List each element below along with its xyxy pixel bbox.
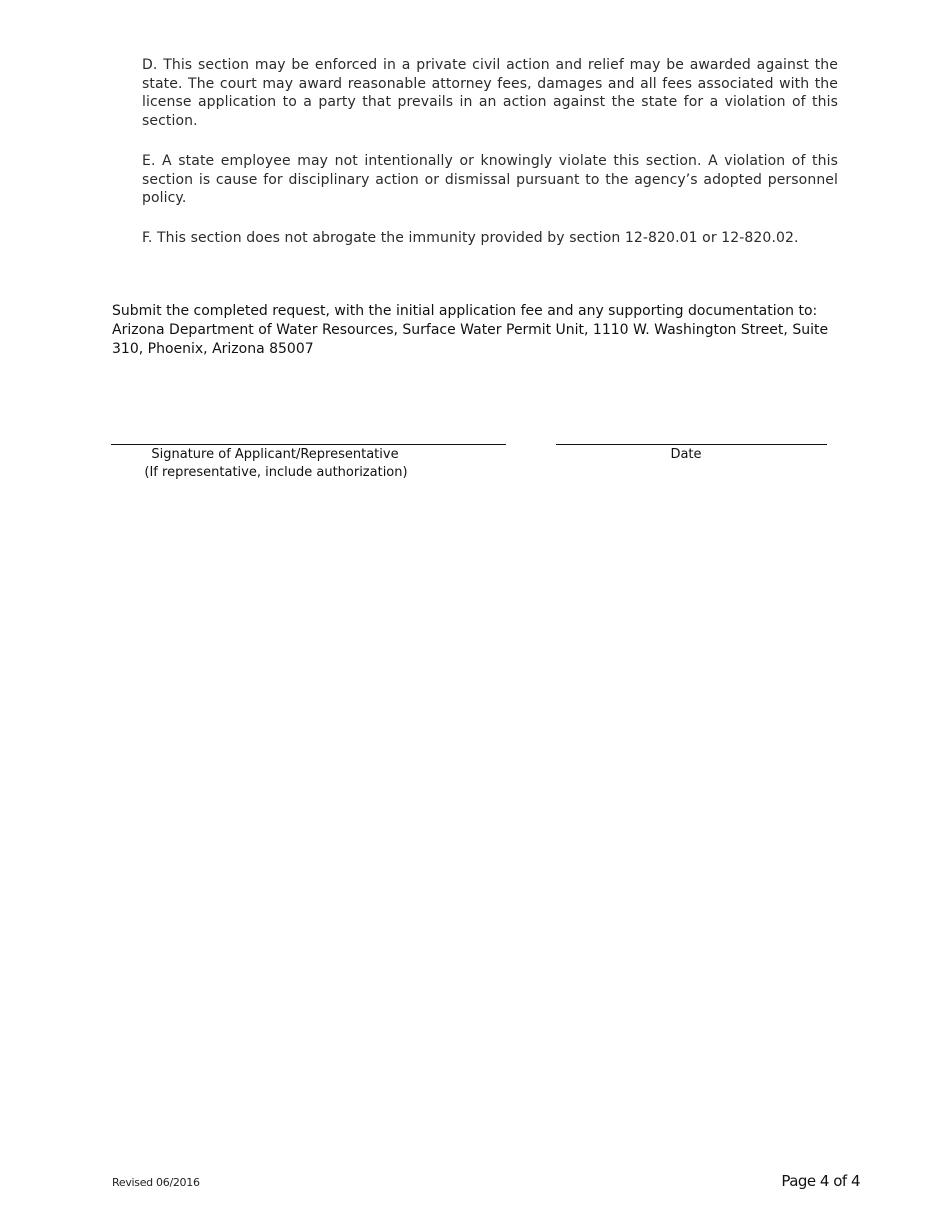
submit-instructions: Submit the completed request, with the initial application fee and any supporting documentation to: Arizona Department of Water Resources, Surface Water Permit Unit, 1110 W. Washington Street, Suite 310, Phoenix, Arizona 85007 [112, 303, 829, 357]
date-signature-line[interactable] [556, 444, 827, 445]
authorization-note: (If representative, include authorization) [144, 465, 408, 480]
page-number: Page 4 of 4 [781, 1172, 860, 1190]
applicant-signature-line[interactable] [111, 444, 506, 445]
date-label: Date [670, 447, 702, 462]
section-f-paragraph: F. This section does not abrogate the immunity provided by section 12-820.01 or 12-820.02. [142, 230, 799, 246]
applicant-signature-label: Signature of Applicant/Representative [151, 447, 399, 462]
section-e-paragraph: E. A state employee may not intentionally or knowingly violate this section. A violation of this section is cause for disciplinary action or dismissal pursuant to the agency’s adopted personnel policy. [142, 153, 838, 207]
revision-date: Revised 06/2016 [112, 1176, 200, 1189]
section-d-paragraph: D. This section may be enforced in a private civil action and relief may be awarded against the state. The court may award reasonable attorney fees, damages and all fees associated with the license application to a party that prevails in an action against the state for a violation of this section. [142, 57, 838, 129]
